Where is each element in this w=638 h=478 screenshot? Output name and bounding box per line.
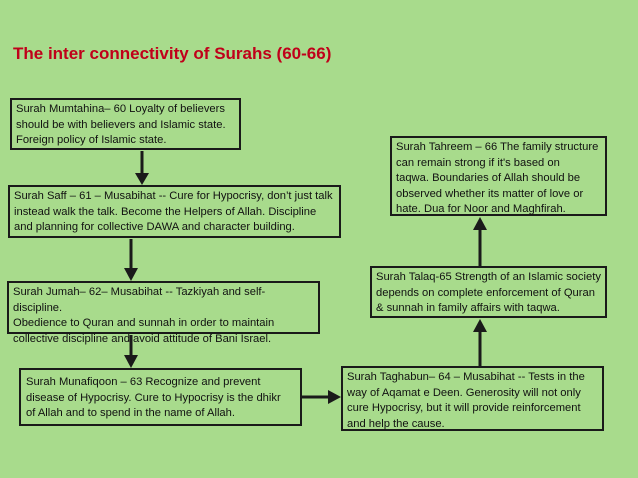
surah-66-line: taqwa. Boundaries of Allah should be: [396, 172, 581, 184]
surah-60-line: Surah Mumtahina– 60 Loyalty of believers: [16, 103, 225, 115]
surah-62-line: collective discipline and avoid attitude of Bani Israel.: [13, 332, 272, 345]
surah-66-line: hate. Dua for Noor and Maghfirah.: [396, 203, 566, 215]
surah-64-line: and help the cause.: [347, 417, 445, 430]
surah-64-line: way of Aqamat e Deen. Generosity will not only: [347, 386, 581, 399]
surah-61-line: instead walk the talk. Become the Helpers of Allah. Discipline: [14, 205, 317, 218]
arrow-63-to-64: [302, 390, 341, 404]
arrow-64-to-65: [473, 319, 487, 366]
page-title: The inter connectivity of Surahs (60-66): [13, 44, 332, 63]
surah-63-line: disease of Hypocrisy. Cure to Hypocrisy is the dhikr: [26, 391, 281, 404]
surah-65-line: Surah Talaq-65 Strength of an Islamic society: [376, 271, 601, 283]
surah-64-line: Surah Taghabun– 64 – Musabihat -- Tests in the: [347, 371, 585, 383]
arrow-65-to-66: [473, 217, 487, 266]
surah-60-line: should be with believers and Islamic state.: [16, 118, 226, 131]
surah-64-line: cure Hypocrisy, but it will provide reinforcement: [347, 402, 581, 414]
arrow-62-to-63: [124, 335, 138, 368]
surah-62-line: Surah Jumah– 62– Musabihat -- Tazkiyah and self-discipline.: [13, 286, 266, 314]
surah-66-line: Surah Tahreem – 66 The family structure: [396, 141, 599, 153]
arrow-60-to-61: [135, 151, 149, 185]
surah-62-line: Obedience to Quran and sunnah in order to maintain: [13, 317, 275, 329]
surah-63-line: of Allah and to spend in the name of Allah.: [26, 407, 235, 419]
arrow-61-to-62: [124, 239, 138, 281]
surah-63-line: Surah Munafiqoon – 63 Recognize and prevent: [26, 376, 261, 388]
surah-60-line: Foreign policy of Islamic state.: [16, 134, 167, 146]
surah-61-line: and planning for collective DAWA and character building.: [14, 221, 295, 233]
surah-66-line: observed whether its matter of love or: [396, 187, 584, 200]
surah-65-line: & sunnah in family affairs with taqwa.: [376, 302, 560, 314]
surah-66-line: can remain strong if it's based on: [396, 156, 560, 169]
surah-61-line: Surah Saff – 61 – Musabihat -- Cure for Hypocrisy, don’t just talk: [14, 190, 333, 202]
surah-65-line: depends on complete enforcement of Quran: [376, 286, 595, 299]
